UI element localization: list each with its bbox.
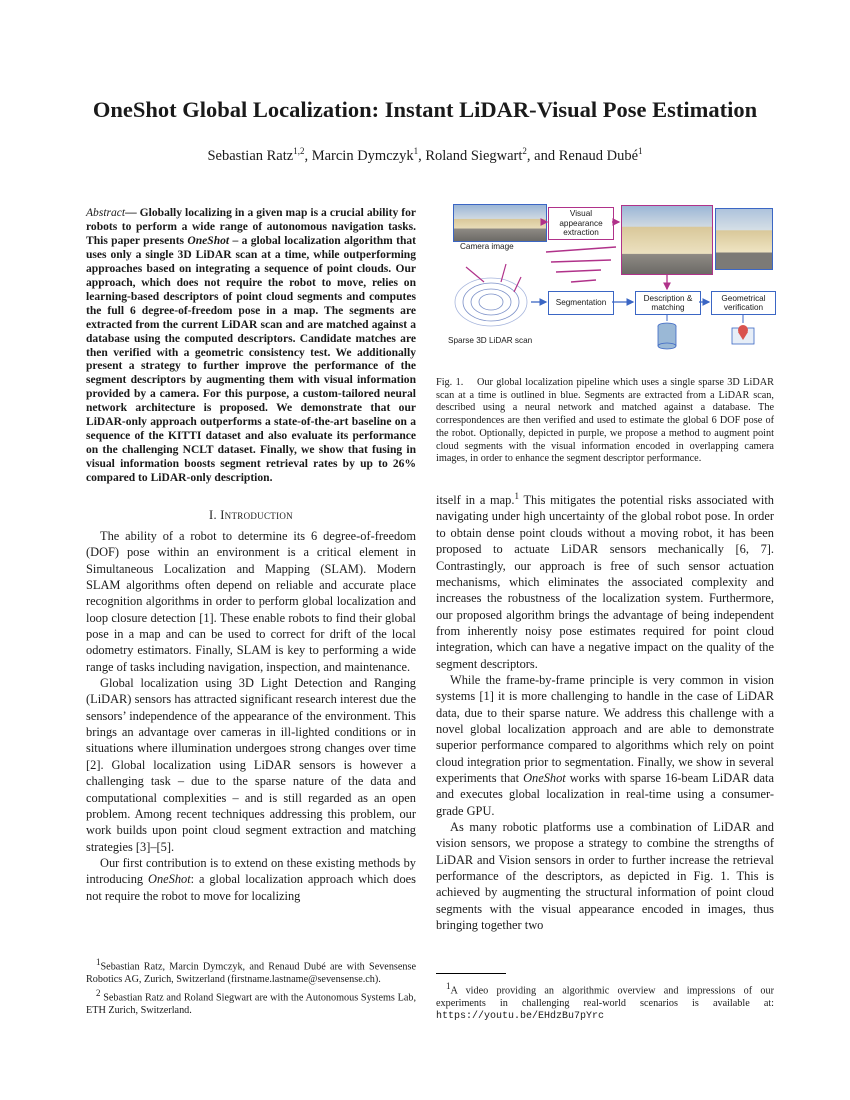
pipeline-arrows (436, 202, 774, 352)
paragraph-text: This mitigates the potential risks associated with navigating under high uncertainty of the global robot pose. In order to obtain dense point clouds without a moving robot, it has been proposed to actuate LiDAR sensors mechanically [6, 7]. Contrastingly, our approach is free of such sensor actuation mechanisms, which eliminates the associated complexity and increases the robustness of the localization system. Furthermore, our proposed algorithm brings the advantage of being independent from inherently noisy pose estimates required for point cloud integration, which can have a negative impact on the quality of the segment descriptors. (436, 493, 774, 671)
paragraph: As many robotic platforms use a combination of LiDAR and vision sensors, we propose a strategy to combine the strengths of LiDAR and Vision sensors in order to further increase the retrieval performance of the descriptors, as depicted in Fig. 1. This is achieved by augmenting the structural information of point cloud segments with the visual appearance encoded in images, thus bringing together two (436, 820, 774, 933)
map-pin-icon (732, 325, 754, 344)
paper-title: OneShot Global Localization: Instant LiDAR-Visual Pose Estimation (92, 97, 758, 122)
right-column-body (436, 488, 774, 933)
paragraph-text: itself in a map. (436, 493, 515, 508)
footnote (436, 980, 774, 1024)
abstract-text: – a global localization algorithm that uses only a single 3D LiDAR scan at a time, while outperforming approaches based on integrating a sequence of point clouds. Our approach, which does not require the robot to move, relies on learning-based descriptors of point cloud segments and computes the full 6 degree-of-freedom pose in a map. The segments are extracted from the current LiDAR scan and are matched against a database using the computed descriptors. Candidate matches are then verified with a geometric consistency test. We additionally present a strategy to further improve the performance of the segment descriptors by augmenting them with visual information provided by a camera. For this purpose, a custom-tailored neural network architecture is proposed. We demonstrate that our LiDAR-only approach outperforms a state-of-the-art baseline on a sequence of the KITTI dataset and also evaluate its performance on the challenging NCLT dataset. Finally, we show that fusing in visual information boosts segment retrieval rates by up to 26% compared to LiDAR-only description. (86, 234, 416, 485)
footnote-mark: 1 (514, 491, 519, 501)
section-number: I. (209, 508, 221, 522)
section-title: Introduction (220, 508, 293, 522)
section-heading (86, 508, 416, 523)
segmentation-box: Segmentation (548, 291, 614, 315)
geometrical-verification-box: Geometrical verification (711, 291, 776, 315)
paragraph: The ability of a robot to determine its 6 degree-of-freedom (DOF) pose within an environment is a critical element in Simultaneous Localization and Mapping (SLAM). Modern SLAM algorithms often depend on reliable and accurate place recognition algorithms in order to perform global localization and loop closure detection [1]. These enable robots to find their global pose in a map and can be used to correct for drift of the local odometry estimators. Finally, SLAM is key to performing a wide range of tasks including navigation, inspection, and maintenance. (86, 529, 416, 674)
figure-label: Camera image (460, 242, 514, 251)
figure-label: Sparse 3D LiDAR scan (448, 336, 533, 345)
left-column-body (86, 528, 416, 904)
abstract-label: Abstract (86, 207, 126, 219)
affiliation-mark: 1 (638, 146, 643, 156)
caption-label: Fig. 1. (436, 377, 464, 388)
paragraph: Global localization using 3D Light Detection and Ranging (LiDAR) sensors has attracted significant research interest due the sensors’ independence of the appearance of the environment. This brings an advantage over cameras in ill-lighted conditions or in situations where illumination undergoes strong changes over time [2]. Global localization using LiDAR sensors is however a challenging task – due to the sparse nature of the data and computational complexities – and is still regarded as an open problem. Among recent techniques addressing this problem, our work builds upon point cloud segment extraction and matching strategies [3]–[5]. (86, 676, 416, 854)
paragraph-text: While the frame-by-frame principle is very common in vision systems [1] it is more challenging to handle in the case of LiDAR data, due to their sparse nature. We address this challenge with a novel global localization approach and are able to demonstrate superior performance compared to algorithms which rely on point cloud integration prior to segmentation. Finally, we show in several experiments that (436, 672, 774, 785)
author-name: , Roland Siegwart (418, 147, 523, 164)
caption-text: Our global localization pipeline which uses a single sparse 3D LiDAR scan at a time is outlined in blue. Segments are extracted from a LiDAR scan, described using a neural network and matched against a database. The correspondences are then verified and used to estimate the global 6 DOF pose of the robot. Optionally, depicted in purple, we propose a method to augment point cloud segments with the visual information encoded in overlapping camera images, in order to enhance the segment descriptor performance. (436, 377, 774, 465)
author-name: , Marcin Dymczyk (304, 147, 414, 164)
description-matching-box: Description & matching (635, 291, 701, 315)
author-list (0, 146, 850, 165)
footnote (86, 956, 416, 986)
author-name: Sebastian Ratz (207, 147, 294, 164)
footnote-text: Sebastian Ratz and Roland Siegwart are with the Autonomous Systems Lab, ETH Zurich, Switzerland. (86, 992, 416, 1016)
visual-appearance-box: Visual appearance extraction (548, 207, 614, 240)
method-name: OneShot (523, 770, 566, 785)
database-icon (658, 323, 676, 349)
right-footnote (436, 980, 774, 1024)
paragraph (436, 488, 774, 672)
method-name: OneShot (148, 872, 191, 887)
footnote-rule (436, 973, 506, 974)
author-name: , and Renaud Dubé (526, 147, 639, 164)
affiliation-mark: 1,2 (293, 146, 305, 156)
footnote-mark: 2 (96, 988, 101, 999)
paragraph (86, 855, 416, 904)
left-footnotes (86, 956, 416, 1017)
abstract (86, 207, 416, 486)
figure-caption (436, 377, 774, 466)
paragraph-text: works with sparse 16-beam LiDAR data and executes global localization in real-time using a consumer-grade GPU. (436, 770, 774, 818)
footnote-text: A video providing an algorithmic overview and impressions of our experiments in challenging real-world scenarios is available at: (436, 985, 774, 1009)
abstract-text: — Globally localizing in a given map is a crucial ability for robots to perform a wide range of autonomous navigation tasks. This paper presents (86, 207, 416, 247)
method-name: OneShot (187, 234, 230, 247)
figure-pipeline (436, 202, 774, 352)
footnote-mark: 1 (446, 981, 451, 991)
footnote-text: Sebastian Ratz, Marcin Dymczyk, and Renaud Dubé are with Sevensense Robotics AG, Zurich, Switzerland (firstname.lastname@sevensense.ch). (86, 961, 416, 985)
paragraph (436, 672, 774, 819)
affiliation-mark: 2 (522, 146, 527, 156)
affiliation-mark: 1 (413, 146, 419, 156)
footnote-mark: 1 (96, 957, 101, 967)
paragraph-text: Our first contribution is to extend on these existing methods by introducing (86, 855, 416, 887)
footnote (86, 987, 416, 1017)
paragraph-text: : a global localization approach which does not require the robot to move for localizing (86, 872, 416, 903)
video-link[interactable]: https://youtu.be/EHdzBu7pYrc (436, 1011, 605, 1023)
